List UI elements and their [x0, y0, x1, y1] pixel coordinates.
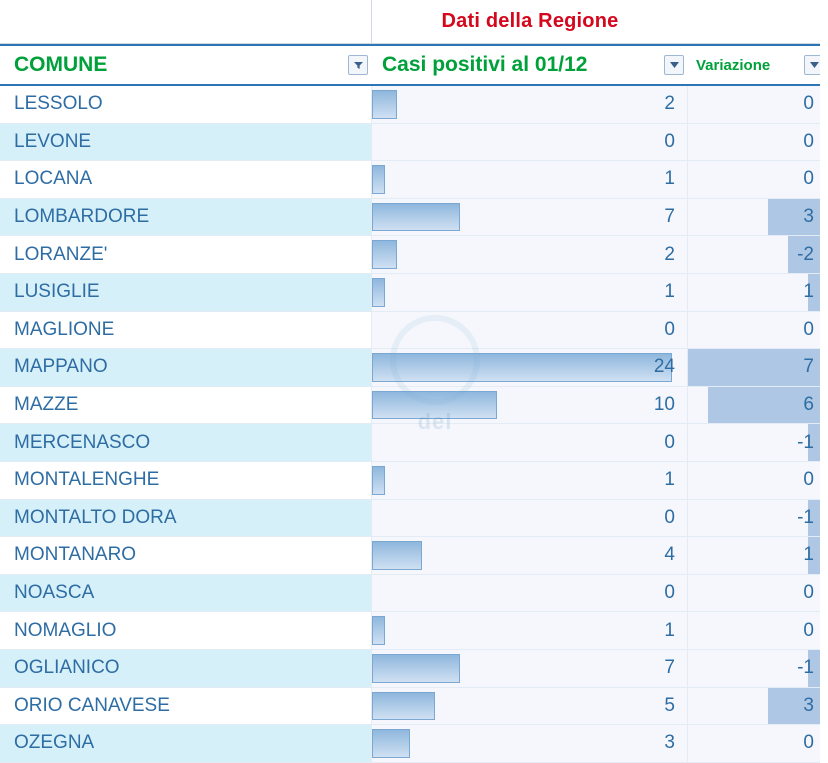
cell-casi-value: 0 [664, 431, 675, 453]
column-header-comune-label: COMUNE [14, 53, 108, 76]
table-row[interactable] [0, 725, 828, 763]
table-row[interactable] [0, 650, 828, 688]
cell-variazione-value: -2 [797, 243, 814, 265]
databar [372, 466, 385, 495]
cell-casi [372, 688, 688, 725]
table-row[interactable] [0, 349, 828, 387]
cell-variazione-value: 0 [803, 582, 814, 604]
databar [372, 278, 385, 307]
cell-casi-value: 1 [664, 619, 675, 641]
cell-casi [372, 274, 688, 311]
cell-variazione [688, 575, 828, 612]
column-header-variazione[interactable] [688, 46, 828, 84]
databar [372, 90, 397, 119]
cell-casi [372, 236, 688, 273]
databar [372, 203, 460, 232]
cell-variazione-value: 0 [803, 168, 814, 190]
table-row[interactable] [0, 236, 828, 274]
cell-casi-value: 10 [653, 394, 675, 416]
databar [372, 654, 460, 683]
cell-casi [372, 612, 688, 649]
cell-variazione-value: 0 [803, 469, 814, 491]
cell-variazione-value: 0 [803, 318, 814, 340]
cell-comune: MONTALENGHE [0, 462, 372, 499]
databar [372, 353, 672, 382]
cell-comune: MERCENASCO [0, 424, 372, 461]
table-row[interactable] [0, 612, 828, 650]
cell-casi-value: 0 [664, 318, 675, 340]
cell-variazione-value: 0 [803, 732, 814, 754]
banner-title-cell [372, 0, 688, 43]
filter-dropdown-icon-comune[interactable] [348, 55, 368, 75]
cell-casi [372, 537, 688, 574]
banner-left-spacer [0, 0, 372, 43]
cell-casi [372, 462, 688, 499]
table-header-row [0, 44, 828, 86]
cell-casi [372, 424, 688, 461]
cell-comune: MAGLIONE [0, 312, 372, 349]
column-header-casi[interactable] [372, 46, 688, 84]
cell-variazione [688, 500, 828, 537]
cell-variazione [688, 387, 828, 424]
banner-right-spacer [688, 0, 828, 43]
cell-casi-value: 0 [664, 506, 675, 528]
cell-casi [372, 575, 688, 612]
databar [372, 165, 385, 194]
cell-comune: LESSOLO [0, 86, 372, 123]
databar [372, 729, 410, 758]
table-row[interactable] [0, 124, 828, 162]
banner-title: Dati della Regione [441, 10, 619, 32]
cell-comune: ORIO CANAVESE [0, 688, 372, 725]
cell-casi [372, 500, 688, 537]
cell-variazione-value: 0 [803, 619, 814, 641]
table-row[interactable] [0, 424, 828, 462]
cell-comune: LEVONE [0, 124, 372, 161]
cell-casi [372, 349, 688, 386]
databar [372, 692, 435, 721]
column-header-casi-label: Casi positivi al 01/12 [382, 53, 588, 76]
cell-casi-value: 2 [664, 93, 675, 115]
cell-comune: OZEGNA [0, 725, 372, 762]
cell-casi-value: 24 [653, 356, 675, 378]
cell-variazione-value: -1 [797, 657, 814, 679]
cell-variazione [688, 124, 828, 161]
column-header-variazione-label: Variazione [696, 56, 771, 74]
cell-variazione-value: 1 [803, 281, 814, 303]
table-row[interactable] [0, 387, 828, 425]
filter-dropdown-icon-casi[interactable] [664, 55, 684, 75]
cell-casi-value: 5 [664, 694, 675, 716]
table-row[interactable] [0, 575, 828, 613]
table-row[interactable] [0, 312, 828, 350]
variazione-highlight [768, 199, 828, 236]
cell-variazione [688, 161, 828, 198]
cell-variazione-value: -1 [797, 431, 814, 453]
banner-row [0, 0, 828, 44]
sheet-right-edge [820, 0, 828, 763]
cell-casi [372, 124, 688, 161]
cell-variazione [688, 612, 828, 649]
cell-variazione-value: 0 [803, 130, 814, 152]
cell-variazione-value: 3 [803, 206, 814, 228]
cell-variazione [688, 725, 828, 762]
cell-comune: MAPPANO [0, 349, 372, 386]
cell-variazione-value: 3 [803, 694, 814, 716]
cell-casi-value: 3 [664, 732, 675, 754]
cell-variazione [688, 274, 828, 311]
table-row[interactable] [0, 199, 828, 237]
column-header-comune[interactable] [0, 46, 372, 84]
cell-variazione [688, 537, 828, 574]
cell-casi-value: 4 [664, 544, 675, 566]
table-row[interactable] [0, 500, 828, 538]
table-body [0, 86, 828, 763]
variazione-highlight [768, 688, 828, 725]
cell-comune: LORANZE' [0, 236, 372, 273]
table-row[interactable] [0, 537, 828, 575]
cell-variazione [688, 236, 828, 273]
cell-comune: MONTALTO DORA [0, 500, 372, 537]
cell-variazione [688, 650, 828, 687]
cell-casi [372, 312, 688, 349]
databar [372, 240, 397, 269]
databar [372, 616, 385, 645]
cell-casi-value: 0 [664, 130, 675, 152]
databar [372, 541, 422, 570]
cell-variazione-value: -1 [797, 506, 814, 528]
cell-casi-value: 1 [664, 281, 675, 303]
cell-casi [372, 86, 688, 123]
cell-comune: LOMBARDORE [0, 199, 372, 236]
cell-comune: NOMAGLIO [0, 612, 372, 649]
cell-comune: MONTANARO [0, 537, 372, 574]
cell-variazione-value: 7 [803, 356, 814, 378]
cell-variazione-value: 6 [803, 394, 814, 416]
cell-casi-value: 2 [664, 243, 675, 265]
cell-comune: MAZZE [0, 387, 372, 424]
table-row[interactable] [0, 86, 828, 124]
cell-variazione [688, 424, 828, 461]
cell-variazione [688, 312, 828, 349]
cell-casi [372, 725, 688, 762]
cell-variazione [688, 349, 828, 386]
cell-casi-value: 0 [664, 582, 675, 604]
cell-comune: OGLIANICO [0, 650, 372, 687]
cell-casi-value: 7 [664, 657, 675, 679]
cell-variazione [688, 462, 828, 499]
cell-variazione [688, 688, 828, 725]
cell-casi-value: 1 [664, 469, 675, 491]
table-row[interactable] [0, 274, 828, 312]
databar [372, 391, 497, 420]
cell-comune: NOASCA [0, 575, 372, 612]
cell-casi [372, 387, 688, 424]
cell-variazione-value: 1 [803, 544, 814, 566]
cell-casi-value: 1 [664, 168, 675, 190]
cell-variazione [688, 86, 828, 123]
table-row[interactable] [0, 688, 828, 726]
table-row[interactable] [0, 161, 828, 199]
cell-casi [372, 650, 688, 687]
cell-comune: LUSIGLIE [0, 274, 372, 311]
table-row[interactable] [0, 462, 828, 500]
cell-casi [372, 161, 688, 198]
cell-variazione-value: 0 [803, 93, 814, 115]
cell-casi [372, 199, 688, 236]
cell-casi-value: 7 [664, 206, 675, 228]
cell-comune: LOCANA [0, 161, 372, 198]
cell-variazione [688, 199, 828, 236]
